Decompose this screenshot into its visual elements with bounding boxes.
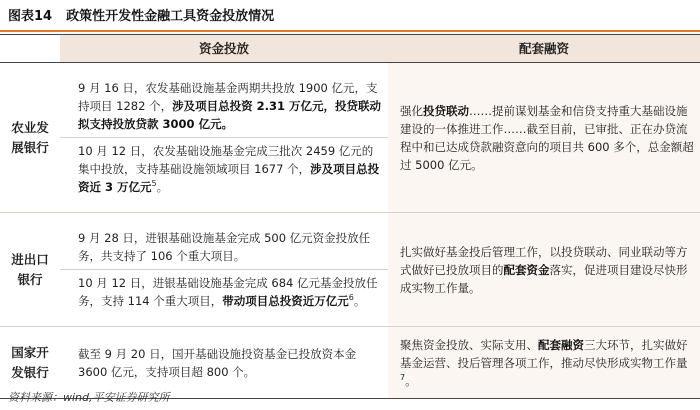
- table-header-row: [0, 35, 700, 63]
- support-bold-text: 投贷联动: [423, 103, 469, 118]
- support-text: 聚焦资金投放、实际支用、: [400, 337, 538, 352]
- investment-entry: [60, 137, 388, 200]
- bank-name-line: 国家开: [11, 344, 49, 360]
- header-investment: 资金投放: [60, 35, 388, 63]
- header-support: 配套融资: [388, 35, 700, 63]
- support-cell: [388, 327, 700, 399]
- support-text: 扎实做好基金投后管理工作，以投贷联动、同业联动等方式做好已投放项目的: [400, 244, 688, 277]
- entry-text: 9 月 16 日，农发基础设施基金两期共投放 1900 亿元，支持项目 1282 个，: [78, 81, 378, 113]
- table-row: [0, 327, 700, 399]
- support-cell: [388, 63, 700, 213]
- entry-text: 10 月 12 日，农发基础设施基金完成三批次 2459 亿元的集中投放，支持基础设施领域项目 1677 个，: [78, 144, 374, 176]
- bank-name-cexim: [0, 213, 60, 327]
- figure-title-text: 政策性开发性金融工具资金投放情况: [66, 9, 275, 24]
- investment-cell: [60, 213, 388, 327]
- bank-name-line: 农业发: [11, 119, 49, 135]
- investment-entry: [60, 75, 388, 137]
- figure-number: 图表14: [8, 9, 53, 24]
- title-rule: [0, 30, 700, 32]
- entry-text: 。: [156, 180, 169, 194]
- support-text: 。: [405, 373, 417, 388]
- entry-bold-text: 涉及项目总投资近 3 万亿元: [78, 162, 380, 194]
- bank-name-line: 发银行: [11, 364, 49, 380]
- entry-bold-text: 带动项目总投资近万亿元: [222, 294, 349, 308]
- entry-text: 10 月 12 日，进银基础设施基金完成 684 亿元基金投放任务，支持 114 个重大项目，: [78, 276, 378, 308]
- header-blank-cell: [0, 35, 60, 63]
- support-text: 强化: [400, 103, 423, 118]
- support-text: 三大环节，扎实做好基金运营、投后管理各项工作，推动尽快形成实物工作量: [400, 337, 688, 370]
- footnote-marker: 7: [400, 372, 406, 382]
- investment-cell: [60, 63, 388, 213]
- funding-table: [0, 34, 700, 399]
- investment-entry: [60, 269, 388, 314]
- table-row: [0, 213, 700, 327]
- table-row: [0, 63, 700, 213]
- bank-name-line: 银行: [17, 271, 43, 287]
- bank-name-adbc: [0, 63, 60, 213]
- bank-name-cdb: [0, 327, 60, 399]
- entry-text: 截至 9 月 20 日，国开基础设施投资基金已投放资本金 3600 亿元，支持项目超 800 个。: [78, 346, 357, 379]
- footnote-marker: 5: [151, 179, 157, 189]
- figure-title: [0, 6, 700, 28]
- footnote-marker: 6: [348, 293, 354, 303]
- entry-bold-text: 涉及项目总投资 2.31 万亿元，投贷联动拟支持投放贷款 3000 亿元。: [78, 99, 381, 131]
- investment-entry: [60, 341, 388, 385]
- investment-entry: [60, 225, 388, 269]
- support-bold-text: 配套资金: [503, 262, 550, 277]
- bank-name-line: 进出口: [11, 251, 49, 267]
- entry-text: 。: [353, 294, 366, 308]
- support-text: ……提前谋划基金和信贷支持重大基础设施建设的一体推进工作……截至目前，已审批、正在办贷流程中和已达成贷款融资意向的项目共 600 多个，总金额超过 5000 亿元。: [400, 103, 694, 172]
- support-cell: [388, 213, 700, 327]
- support-bold-text: 配套融资: [538, 337, 584, 352]
- investment-cell: [60, 327, 388, 399]
- support-text: 落实，促进项目建设尽快形成实物工作量。: [400, 262, 688, 295]
- bank-name-line: 展银行: [11, 139, 49, 155]
- entry-text: 9 月 28 日，进银基础设施基金完成 500 亿元资金投放任务，共支持了 106 个重大项目。: [78, 231, 371, 263]
- source-note: 资料来源：wind,平安证券研究所: [8, 391, 170, 404]
